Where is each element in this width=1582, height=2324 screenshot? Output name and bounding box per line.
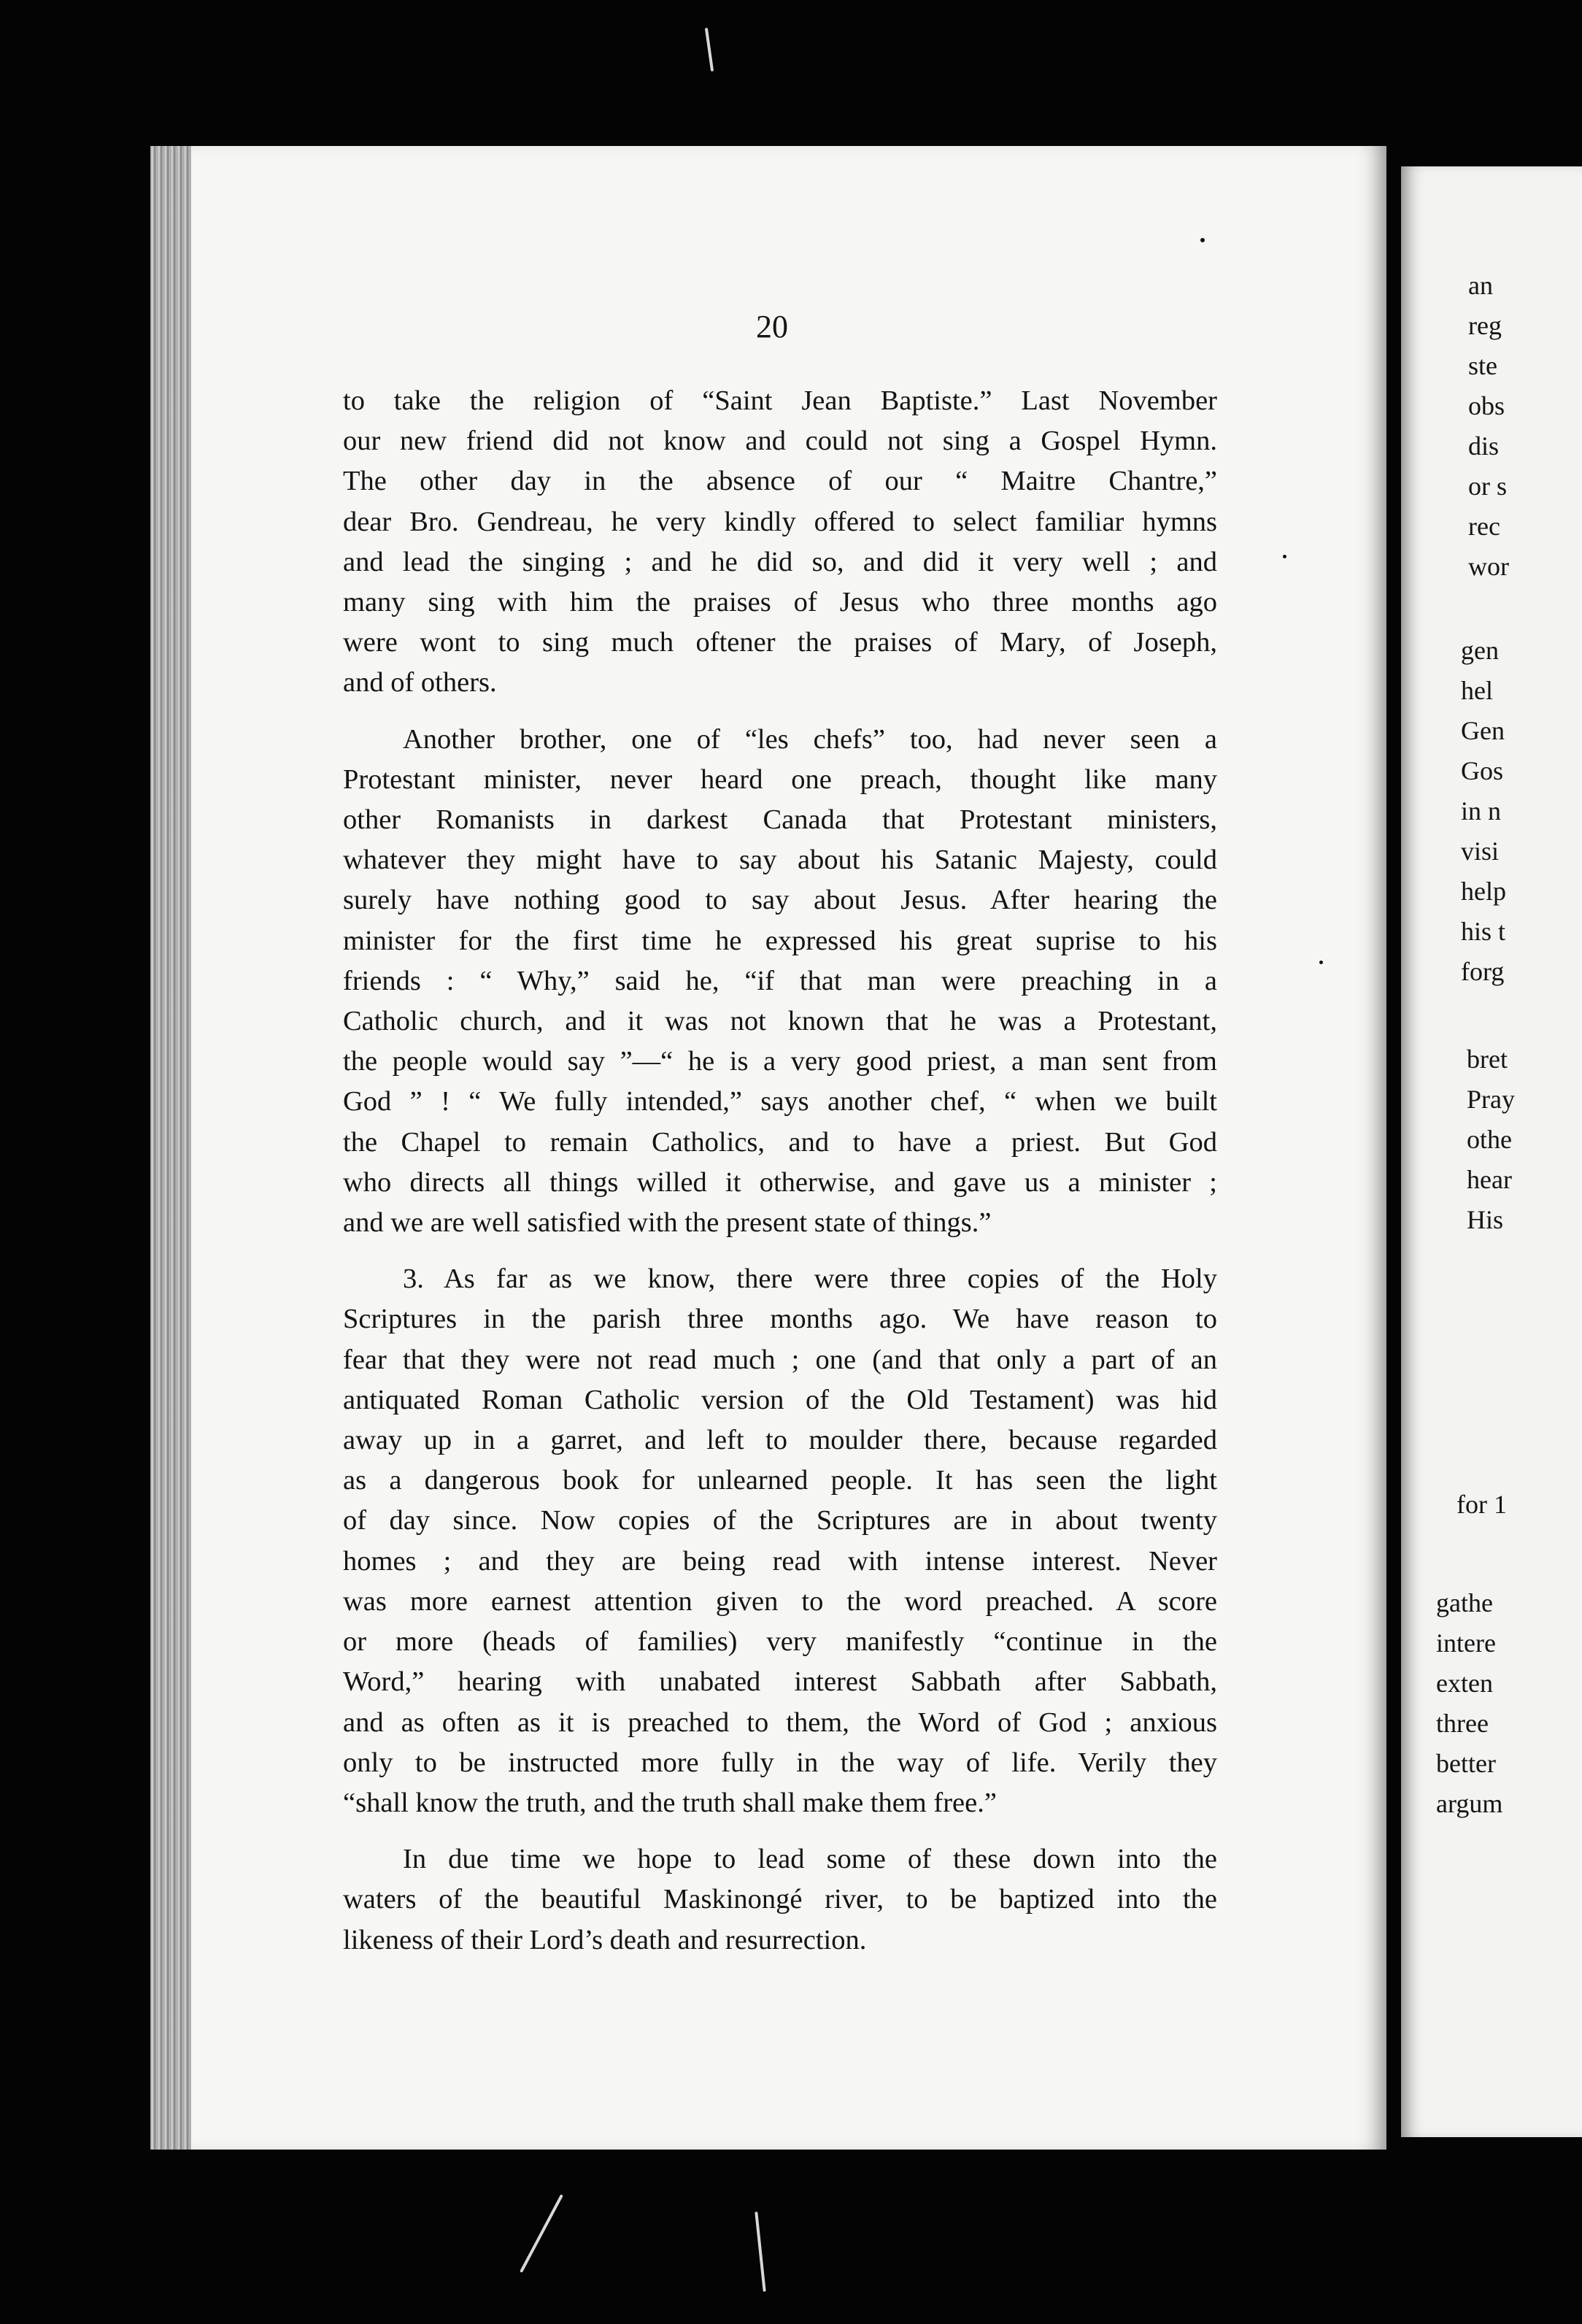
text-line: only to be instructed more fully in the way of life. Verily they — [343, 1747, 1217, 1778]
facing-page — [1401, 166, 1582, 2137]
text-line: Scriptures in the parish three months ago. We have reason to — [343, 1304, 1217, 1335]
facing-page-fragment: better — [1436, 1749, 1496, 1778]
text-line: In due time we hope to lead some of these down into the — [403, 1844, 1217, 1875]
text-line: dear Bro. Gendreau, he very kindly offered to select familiar hymns — [343, 506, 1217, 537]
text-line: of day since. Now copies of the Scriptures are in about twenty — [343, 1505, 1217, 1536]
facing-page-fragment: Gos — [1461, 756, 1504, 785]
facing-page-fragment: gen — [1461, 636, 1499, 665]
text-line: minister for the first time he expressed his great suprise to his — [343, 925, 1217, 956]
facing-page-fragment: rec — [1468, 512, 1500, 541]
text-line: as a dangerous book for unlearned people. It has seen the light — [343, 1465, 1217, 1496]
text-line: waters of the beautiful Maskinongé river, to be baptized into the — [343, 1884, 1217, 1915]
facing-page-fragment: an — [1468, 271, 1493, 300]
text-line: likeness of their Lord’s death and resurrection. — [343, 1924, 867, 1955]
text-line: antiquated Roman Catholic version of the Old Testament) was hid — [343, 1384, 1217, 1415]
facing-page-fragment: gathe — [1436, 1588, 1493, 1617]
facing-page-fragment: Gen — [1461, 716, 1505, 745]
facing-page-fragment: ste — [1468, 351, 1497, 380]
facing-page-fragment: His — [1467, 1205, 1504, 1234]
dust-speck — [1283, 555, 1286, 558]
text-line: Word,” hearing with unabated interest Sabbath after Sabbath, — [343, 1666, 1217, 1698]
facing-page-fragment: in n — [1461, 796, 1502, 826]
facing-page-fragment: othe — [1467, 1125, 1512, 1154]
facing-page-fragment: exten — [1436, 1669, 1493, 1698]
facing-page-fragment: forg — [1461, 957, 1505, 986]
facing-page-fragment: visi — [1461, 836, 1500, 866]
text-line: friends : “ Why,” said he, “if that man were preaching in a — [343, 965, 1217, 996]
paragraph-gap — [343, 704, 1217, 720]
text-line: The other day in the absence of our “ Maitre Chantre,” — [343, 466, 1217, 497]
text-line: the Chapel to remain Catholics, and to have a priest. But God — [343, 1126, 1217, 1158]
text-line: our new friend did not know and could not sing a Gospel Hymn. — [343, 426, 1217, 457]
facing-page-fragment: intere — [1436, 1628, 1496, 1658]
facing-page-fragment: hear — [1467, 1165, 1512, 1194]
facing-page-fragment: reg — [1468, 311, 1502, 340]
text-line: and lead the singing ; and he did so, and did it very well ; and — [343, 546, 1217, 577]
film-scratch — [755, 2212, 765, 2292]
facing-page-fragment: help — [1461, 877, 1506, 906]
text-line: Another brother, one of “les chefs” too, had never seen a — [403, 723, 1217, 755]
text-line: or more (heads of families) very manifestly “continue in the — [343, 1626, 1217, 1658]
facing-page-fragment: bret — [1467, 1044, 1508, 1074]
page-number: 20 — [756, 309, 788, 345]
text-line: fear that they were not read much ; one (and that only a part of an — [343, 1344, 1217, 1375]
facing-page-fragment: wor — [1468, 552, 1509, 581]
facing-page-fragment: three — [1436, 1709, 1489, 1738]
text-line: the people would say ”—“ he is a very good priest, a man sent from — [343, 1046, 1217, 1077]
film-scratch — [520, 2194, 563, 2273]
text-line: many sing with him the praises of Jesus who three months ago — [343, 587, 1217, 618]
text-line: were wont to sing much oftener the praises of Mary, of Joseph, — [343, 627, 1217, 658]
facing-page-fragment: for 1 — [1456, 1490, 1507, 1519]
facing-page-fragment: argum — [1436, 1789, 1503, 1818]
facing-page-fragment: or s — [1468, 472, 1507, 501]
text-line: away up in a garret, and left to moulder there, because regarded — [343, 1425, 1217, 1456]
text-line: “shall know the truth, and the truth shall make them free.” — [343, 1787, 997, 1818]
text-line: to take the religion of “Saint Jean Baptiste.” Last November — [343, 385, 1217, 416]
paragraph-gap — [343, 1823, 1217, 1839]
text-line: whatever they might have to say about his Satanic Majesty, could — [343, 844, 1217, 876]
facing-page-fragment: his t — [1461, 917, 1506, 946]
dust-speck — [1319, 961, 1323, 964]
text-line: surely have nothing good to say about Jesus. After hearing the — [343, 885, 1217, 916]
body-text — [343, 381, 1217, 1961]
text-line: was more earnest attention given to the word preached. A score — [343, 1585, 1217, 1617]
text-line: Protestant minister, never heard one preach, thought like many — [343, 763, 1217, 795]
facing-page-fragment: Pray — [1467, 1085, 1515, 1114]
dust-speck — [1200, 238, 1205, 242]
text-line: and as often as it is preached to them, the Word of God ; anxious — [343, 1707, 1217, 1738]
text-line: God ” ! “ We fully intended,” says another chef, “ when we built — [343, 1086, 1217, 1117]
text-line: homes ; and they are being read with intense interest. Never — [343, 1545, 1217, 1577]
text-line: and we are well satisfied with the present state of things.” — [343, 1207, 992, 1239]
text-line: and of others. — [343, 667, 497, 699]
page-edge-stack — [150, 146, 194, 2150]
paragraph-gap — [343, 1243, 1217, 1259]
text-line: who directs all things willed it otherwise, and gave us a minister ; — [343, 1166, 1217, 1198]
text-line: Catholic church, and it was not known that he was a Protestant, — [343, 1006, 1217, 1037]
text-line: 3. As far as we know, there were three copies of the Holy — [403, 1263, 1217, 1295]
facing-page-fragment: hel — [1461, 676, 1493, 705]
facing-page-fragment: obs — [1468, 391, 1505, 420]
facing-page-fragment: dis — [1468, 431, 1500, 461]
text-line: other Romanists in darkest Canada that Protestant ministers, — [343, 804, 1217, 836]
film-scratch — [705, 28, 714, 72]
